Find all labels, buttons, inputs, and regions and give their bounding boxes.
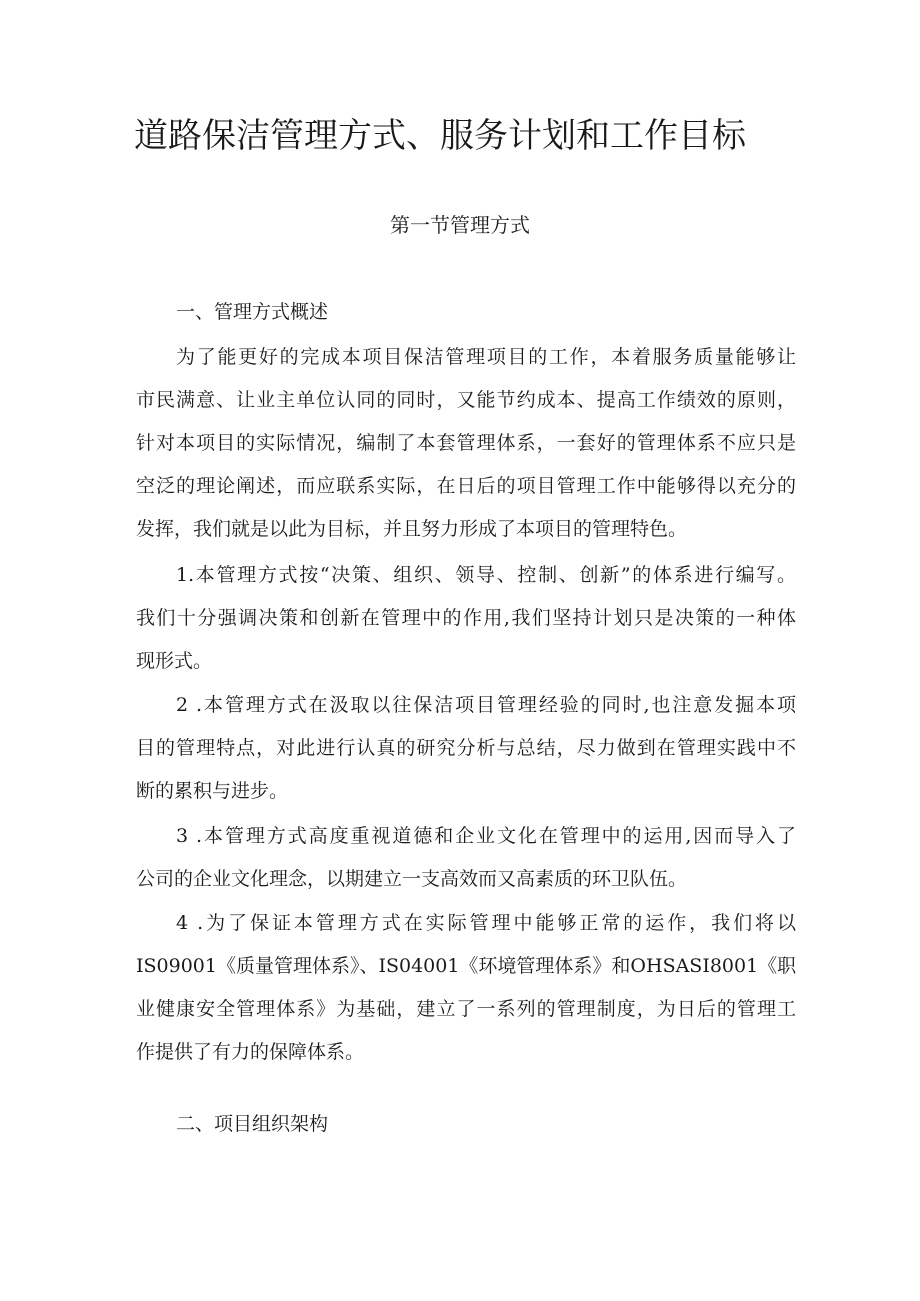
- list-item-line: 业健康安全管理体系》为基础，建立了一系列的管理制度，为日后的管理工: [136, 998, 796, 1020]
- heading-project-organization: 二、项目组织架构: [176, 1113, 329, 1135]
- list-item-line: IS09001《质量管理体系》、IS04001《环境管理体系》和OHSASI8001《职: [136, 955, 797, 977]
- list-item-line: 现形式。: [136, 650, 213, 672]
- list-item-line: 目的管理特点，对此进行认真的研究分析与总结，尽力做到在管理实践中不: [136, 737, 796, 759]
- paragraph-line: 针对本项目的实际情况，编制了本套管理体系，一套好的管理体系不应只是: [136, 432, 796, 454]
- document-title: 道路保洁管理方式、服务计划和工作目标: [134, 116, 746, 156]
- list-item-line: 3 .本管理方式高度重视道德和企业文化在管理中的运用,因而导入了: [176, 825, 796, 847]
- list-item-line: 我们十分强调决策和创新在管理中的作用,我们坚持计划只是决策的一种体: [136, 607, 796, 629]
- paragraph-line: 市民满意、让业主单位认同的同时，又能节约成本、提高工作绩效的原则，: [136, 389, 796, 411]
- list-item-line: 1.本管理方式按“决策、组织、领导、控制、创新”的体系进行编写。: [176, 564, 796, 586]
- list-item-line: 4 .为了保证本管理方式在实际管理中能够正常的运作，我们将以: [176, 912, 796, 934]
- paragraph-line: 空泛的理论阐述，而应联系实际，在日后的项目管理工作中能够得以充分的: [136, 475, 796, 497]
- list-item-line: 2 .本管理方式在汲取以往保洁项目管理经验的同时,也注意发掘本项: [176, 694, 796, 716]
- section-title: 第一节管理方式: [390, 213, 530, 237]
- heading-management-overview: 一、管理方式概述: [176, 301, 329, 323]
- list-item-line: 公司的企业文化理念，以期建立一支高效而又高素质的环卫队伍。: [136, 868, 688, 890]
- list-item-line: 作提供了有力的保障体系。: [136, 1041, 365, 1063]
- list-item-line: 断的累积与进步。: [136, 780, 289, 802]
- paragraph-line: 发挥，我们就是以此为目标，并且努力形成了本项目的管理特色。: [136, 518, 688, 540]
- paragraph-line: 为了能更好的完成本项目保洁管理项目的工作，本着服务质量能够让: [176, 346, 796, 368]
